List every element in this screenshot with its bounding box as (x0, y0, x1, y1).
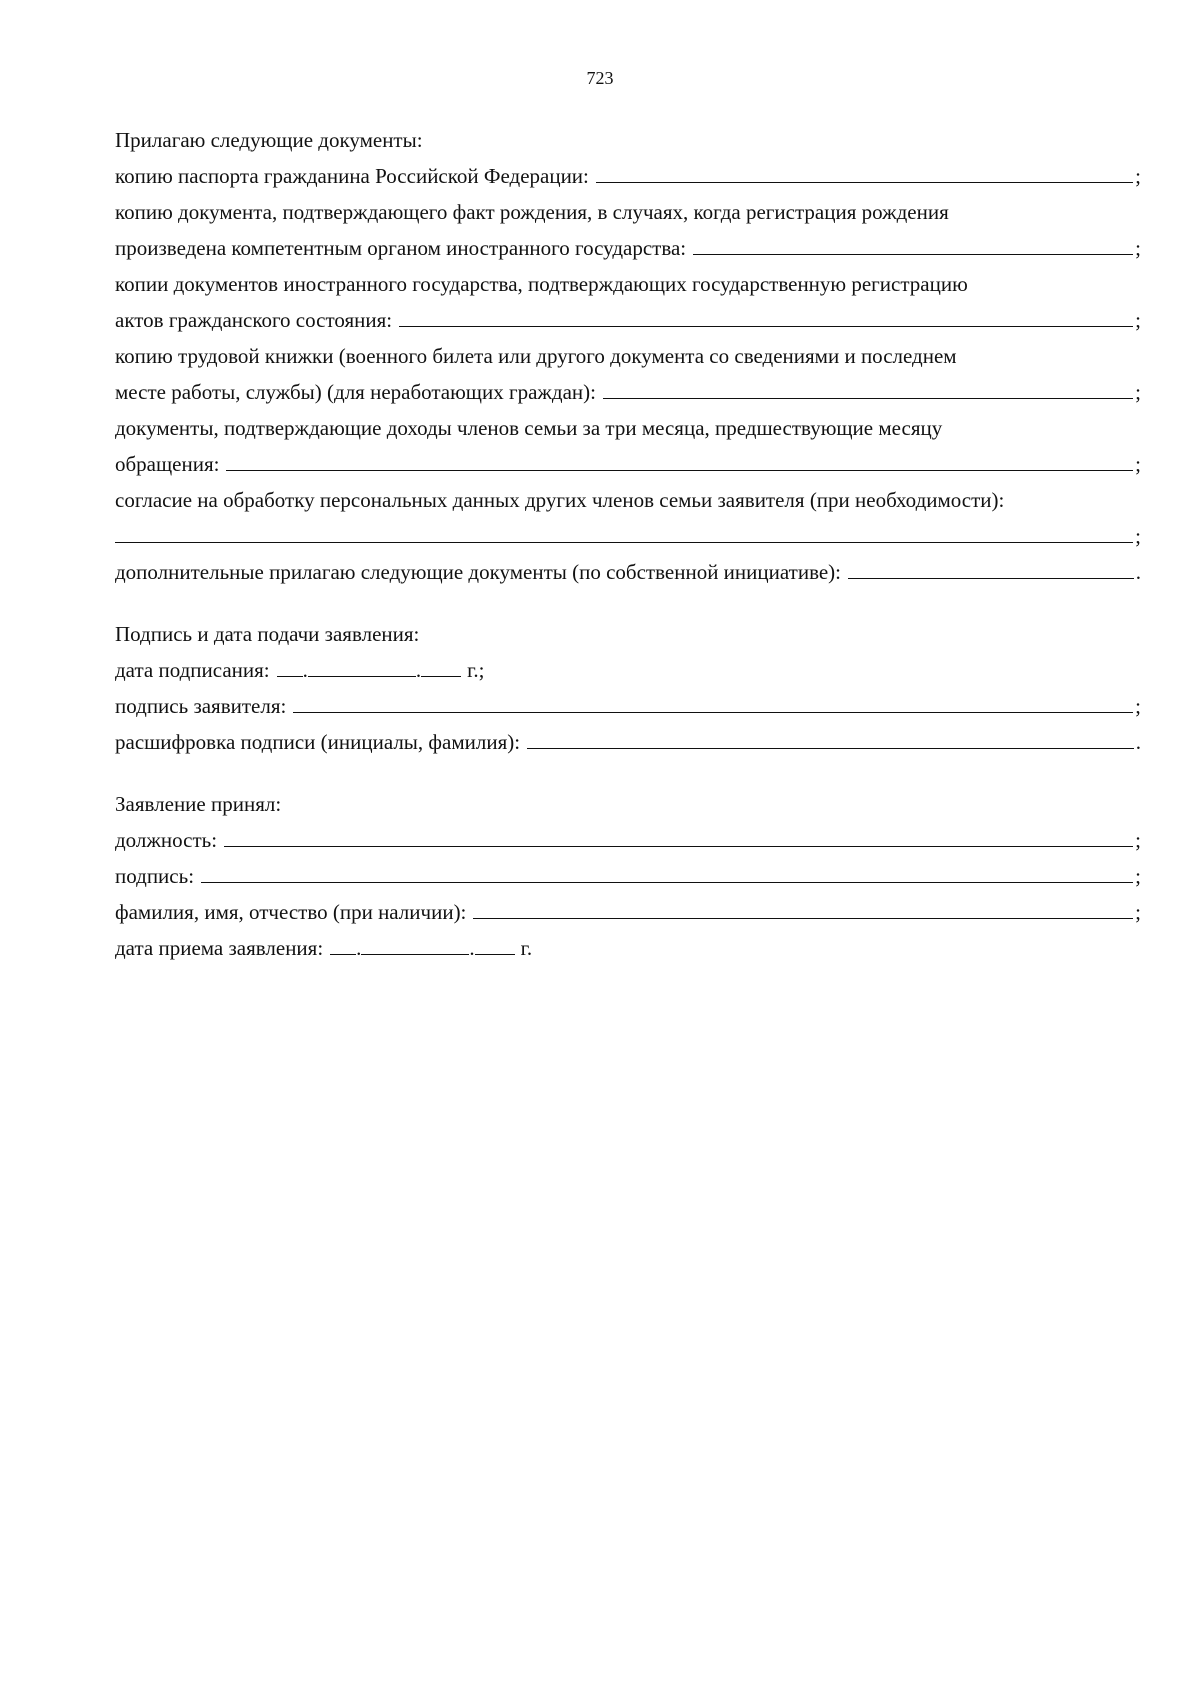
applicant-signature-row: подпись заявителя: ; (115, 688, 1141, 724)
doc-item-foreign-line2: актов гражданского состояния: ; (115, 302, 1141, 338)
doc-item-income-line1 (115, 410, 1141, 446)
fio-label: фамилия, имя, отчество (при наличии): (115, 900, 467, 924)
signing-date-row: дата подписания: . . г.; (115, 652, 1141, 688)
signature-decode-label: расшифровка подписи (инициалы, фамилия): (115, 730, 521, 754)
accepted-signature-blank[interactable] (201, 860, 1133, 883)
acceptance-date-row: дата приема заявления: . . г. (115, 930, 1141, 966)
accepted-heading: Заявление принял: (115, 792, 282, 816)
doc-item-consent-line1 (115, 482, 1141, 518)
doc-item-passport: копию паспорта гражданина Российской Федерации: ; (115, 158, 1141, 194)
signature-decode-row: расшифровка подписи (инициалы, фамилия): . (115, 724, 1141, 760)
doc-item-blank[interactable] (399, 304, 1133, 327)
signing-date-label: дата подписания: (115, 658, 270, 682)
position-blank[interactable] (224, 824, 1133, 847)
applicant-signature-label: подпись заявителя: (115, 694, 287, 718)
doc-item-blank[interactable] (226, 448, 1133, 471)
signing-date-month[interactable] (308, 654, 416, 677)
doc-item-label: документы, подтверждающие доходы членов семьи за три месяца, предшествующие месяцу (115, 416, 943, 440)
acceptance-date-day[interactable] (330, 932, 356, 955)
doc-item-foreign-line1 (115, 266, 1141, 302)
doc-item-label: дополнительные прилагаю следующие документы (по собственной инициативе): (115, 560, 842, 584)
doc-item-workbook-line1 (115, 338, 1141, 374)
doc-item-blank[interactable] (603, 376, 1133, 399)
doc-item-additional: дополнительные прилагаю следующие документы (по собственной инициативе): . (115, 554, 1141, 590)
fio-row: фамилия, имя, отчество (при наличии): ; (115, 894, 1141, 930)
form-content (115, 122, 1141, 966)
doc-item-birth-line2: произведена компетентным органом иностранного государства: ; (115, 230, 1141, 266)
accepted-signature-label: подпись: (115, 864, 195, 888)
signing-date-day[interactable] (277, 654, 303, 677)
doc-item-blank[interactable] (596, 160, 1133, 183)
doc-item-label: согласие на обработку персональных данных других членов семьи заявителя (при необходимости): (115, 488, 1005, 512)
signing-date-year[interactable] (421, 654, 461, 677)
doc-item-label: копию документа, подтверждающего факт рождения, в случаях, когда регистрация рождения (115, 200, 949, 224)
acceptance-date-year[interactable] (475, 932, 515, 955)
doc-item-label: копии документов иностранного государства, подтверждающих государственную регистрацию (115, 272, 968, 296)
doc-item-label: актов гражданского состояния: (115, 308, 393, 332)
doc-item-blank[interactable] (115, 520, 1133, 543)
acceptance-date-month[interactable] (361, 932, 469, 955)
doc-item-label: месте работы, службы) (для неработающих граждан): (115, 380, 596, 404)
position-label: должность: (115, 828, 218, 852)
position-row: должность: ; (115, 822, 1141, 858)
doc-item-birth-line1 (115, 194, 1141, 230)
fio-blank[interactable] (473, 896, 1133, 919)
doc-item-label: обращения: (115, 452, 220, 476)
doc-item-label: копию трудовой книжки (военного билета или другого документа со сведениями и последнем (115, 344, 957, 368)
doc-item-workbook-line2: месте работы, службы) (для неработающих граждан): ; (115, 374, 1141, 410)
doc-item-blank[interactable] (848, 556, 1134, 579)
doc-item-blank[interactable] (693, 232, 1133, 255)
accepted-signature-row: подпись: ; (115, 858, 1141, 894)
documents-heading: Прилагаю следующие документы: (115, 128, 423, 152)
doc-item-income-line2: обращения: ; (115, 446, 1141, 482)
acceptance-date-label: дата приема заявления: (115, 936, 324, 960)
applicant-signature-blank[interactable] (293, 690, 1133, 713)
doc-item-consent-line2: ; (115, 518, 1141, 554)
page-number: 723 (586, 68, 614, 88)
doc-item-label: произведена компетентным органом иностранного государства: (115, 236, 687, 260)
signature-heading: Подпись и дата подачи заявления: (115, 622, 420, 646)
signature-decode-blank[interactable] (527, 726, 1134, 749)
doc-item-label: копию паспорта гражданина Российской Федерации: (115, 164, 589, 188)
